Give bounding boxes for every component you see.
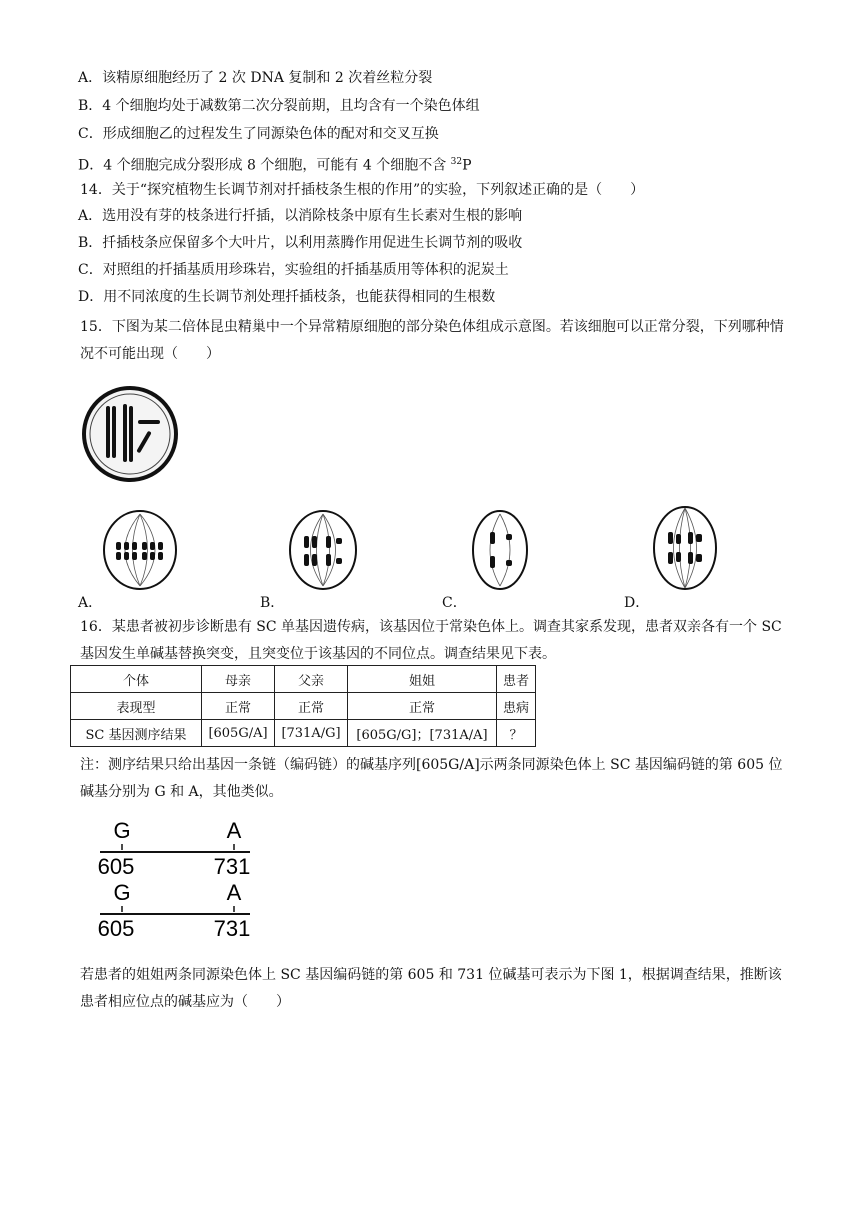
strand2-pos-right: 731 <box>213 916 251 941</box>
q15-option-c-label: C． <box>442 595 467 611</box>
q13-option-d <box>78 152 472 176</box>
isotope-symbol: P <box>462 157 472 174</box>
q15-option-d-label: D． <box>624 595 650 611</box>
abnormal-cell-figure <box>80 384 180 484</box>
q15-option-b-label: B． <box>260 595 285 611</box>
strand-figure <box>96 814 256 944</box>
table-cell: 正常 <box>202 693 275 720</box>
table-cell: 患病 <box>497 693 536 720</box>
option-a-cell-figure <box>100 508 180 592</box>
table-cell: ？ <box>497 720 536 747</box>
table-cell: 姐姐 <box>348 666 497 693</box>
q16-stem: 16．某患者被初步诊断患有 SC 单基因遗传病，该基因位于常染色体上。调查其家系发现，患者双亲各有一个 SC 基因发生单碱基替换突变，且突变位于该基因的不同位点。调查结果见下表。 <box>80 619 782 662</box>
q14-option-b: B．扦插枝条应保留多个大叶片，以利用蒸腾作用促进生长调节剂的吸收 <box>78 235 523 251</box>
strand2-pos-left: 605 <box>97 916 135 941</box>
table-row <box>71 693 536 720</box>
table-cell: 母亲 <box>202 666 275 693</box>
sequencing-table <box>70 665 536 747</box>
table-cell: [731A/G] <box>275 720 348 747</box>
option-b-cell-figure <box>286 508 360 592</box>
table-cell: 正常 <box>275 693 348 720</box>
q14-option-a: A．选用没有芽的枝条进行扦插，以消除枝条中原有生长素对生根的影响 <box>78 208 523 224</box>
table-row <box>71 666 536 693</box>
table-cell: SC 基因测序结果 <box>71 720 202 747</box>
strand1-pos-left: 605 <box>97 854 135 879</box>
q13-option-c: C．形成细胞乙的过程发生了同源染色体的配对和交叉互换 <box>78 126 439 142</box>
table-row <box>71 720 536 747</box>
strand2-base-left: G <box>113 880 131 905</box>
q14-option-d: D．用不同浓度的生长调节剂处理扦插枝条，也能获得相同的生根数 <box>78 289 496 305</box>
table-cell: 个体 <box>71 666 202 693</box>
strand2-base-right: A <box>226 880 242 905</box>
q16-tail: 若患者的姐姐两条同源染色体上 SC 基因编码链的第 605 和 731 位碱基可表示为下图 1，根据调查结果，推断该患者相应位点的碱基应为（ ） <box>80 967 782 1010</box>
q16-note: 注：测序结果只给出基因一条链（编码链）的碱基序列[605G/A]示两条同源染色体上 SC 基因编码链的第 605 位碱基分别为 G 和 A，其他类似。 <box>80 757 783 800</box>
table-cell: 患者 <box>497 666 536 693</box>
option-c-cell-figure <box>470 508 530 592</box>
table-cell: 正常 <box>348 693 497 720</box>
q13-option-b: B．4 个细胞均处于减数第二次分裂前期，且均含有一个染色体组 <box>78 98 480 114</box>
table-cell: 表现型 <box>71 693 202 720</box>
q14-stem: 14．关于“探究植物生长调节剂对扦插枝条生根的作用”的实验，下列叙述正确的是（ ） <box>80 182 645 198</box>
isotope-superscript: 32 <box>450 157 463 167</box>
strand1-base-left: G <box>113 818 131 843</box>
table-cell: [605G/G]；[731A/A] <box>348 720 497 747</box>
q15-stem: 15．下图为某二倍体昆虫精巢中一个异常精原细胞的部分染色体组成示意图。若该细胞可以正常分裂，下列哪种情况不可能出现（ ） <box>80 319 784 362</box>
table-cell: 父亲 <box>275 666 348 693</box>
q13-option-d-text: D．4 个细胞完成分裂形成 8 个细胞，可能有 4 个细胞不含 <box>78 157 451 174</box>
strand1-base-right: A <box>226 818 242 843</box>
option-d-cell-figure <box>650 504 720 592</box>
q14-option-c: C．对照组的扦插基质用珍珠岩，实验组的扦插基质用等体积的泥炭土 <box>78 262 509 278</box>
table-cell: [605G/A] <box>202 720 275 747</box>
q15-option-a-label: A． <box>78 595 103 611</box>
strand1-pos-right: 731 <box>213 854 251 879</box>
q13-option-a: A．该精原细胞经历了 2 次 DNA 复制和 2 次着丝粒分裂 <box>78 70 433 86</box>
